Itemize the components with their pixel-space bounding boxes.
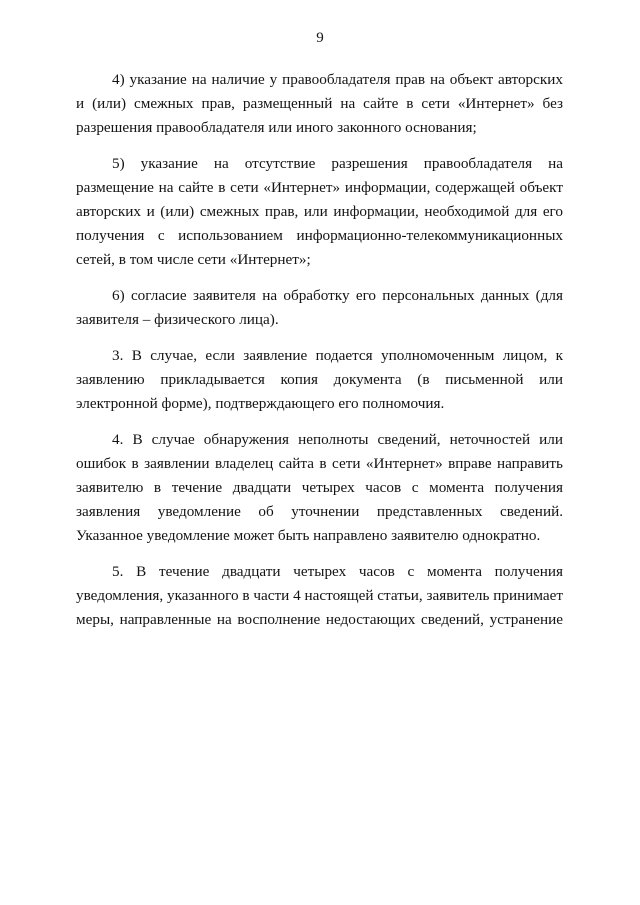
paragraph-part-4 xyxy=(76,428,563,548)
text-line: 3. В случае, если заявление подается уполномоченным лицом, к xyxy=(112,347,563,364)
text-line: 5. В течение двадцати четырех часов с момента получения xyxy=(112,563,563,580)
text-line: меры, направленные на восполнение недостающих сведений, устранение xyxy=(76,611,563,628)
text-line: заявлению прикладывается копия документа (в письменной или xyxy=(76,371,563,388)
paragraph-part-5 xyxy=(76,560,563,632)
text-line: и (или) смежных прав, размещенный на сайте в сети «Интернет» без xyxy=(76,95,563,112)
text-line: размещение на сайте в сети «Интернет» информации, содержащей объект xyxy=(76,179,563,196)
text-line: сетей, в том числе сети «Интернет»; xyxy=(76,251,311,268)
text-line: 5) указание на отсутствие разрешения правообладателя на xyxy=(112,155,563,172)
paragraph-item-6 xyxy=(76,284,563,332)
text-line: Указанное уведомление может быть направлено заявителю однократно. xyxy=(76,527,541,544)
text-line: 4) указание на наличие у правообладателя прав на объект авторских xyxy=(112,71,563,88)
text-line: 6) согласие заявителя на обработку его персональных данных (для xyxy=(112,287,563,304)
paragraph-part-3 xyxy=(76,344,563,416)
text-line: электронной форме), подтверждающего его полномочия. xyxy=(76,395,445,412)
paragraph-item-4 xyxy=(76,68,563,140)
text-line: уведомления, указанного в части 4 настоящей статьи, заявитель принимает xyxy=(76,587,563,604)
text-line: авторских и (или) смежных прав, или информации, необходимой для его xyxy=(76,203,563,220)
text-line: заявителя – физического лица). xyxy=(76,311,279,328)
text-line: ошибок в заявлении владелец сайта в сети «Интернет» вправе направить xyxy=(76,455,563,472)
text-line: разрешения правообладателя или иного законного основания; xyxy=(76,119,477,136)
text-line: заявления уведомление об уточнении представленных сведений. xyxy=(76,503,563,520)
paragraph-item-5 xyxy=(76,152,563,272)
text-line: 4. В случае обнаружения неполноты сведений, неточностей или xyxy=(112,431,563,448)
text-line: заявителю в течение двадцати четырех часов с момента получения xyxy=(76,479,563,496)
page-number: 9 xyxy=(316,30,324,46)
document-body xyxy=(76,68,563,644)
text-line: получения с использованием информационно-телекоммуникационных xyxy=(76,227,563,244)
